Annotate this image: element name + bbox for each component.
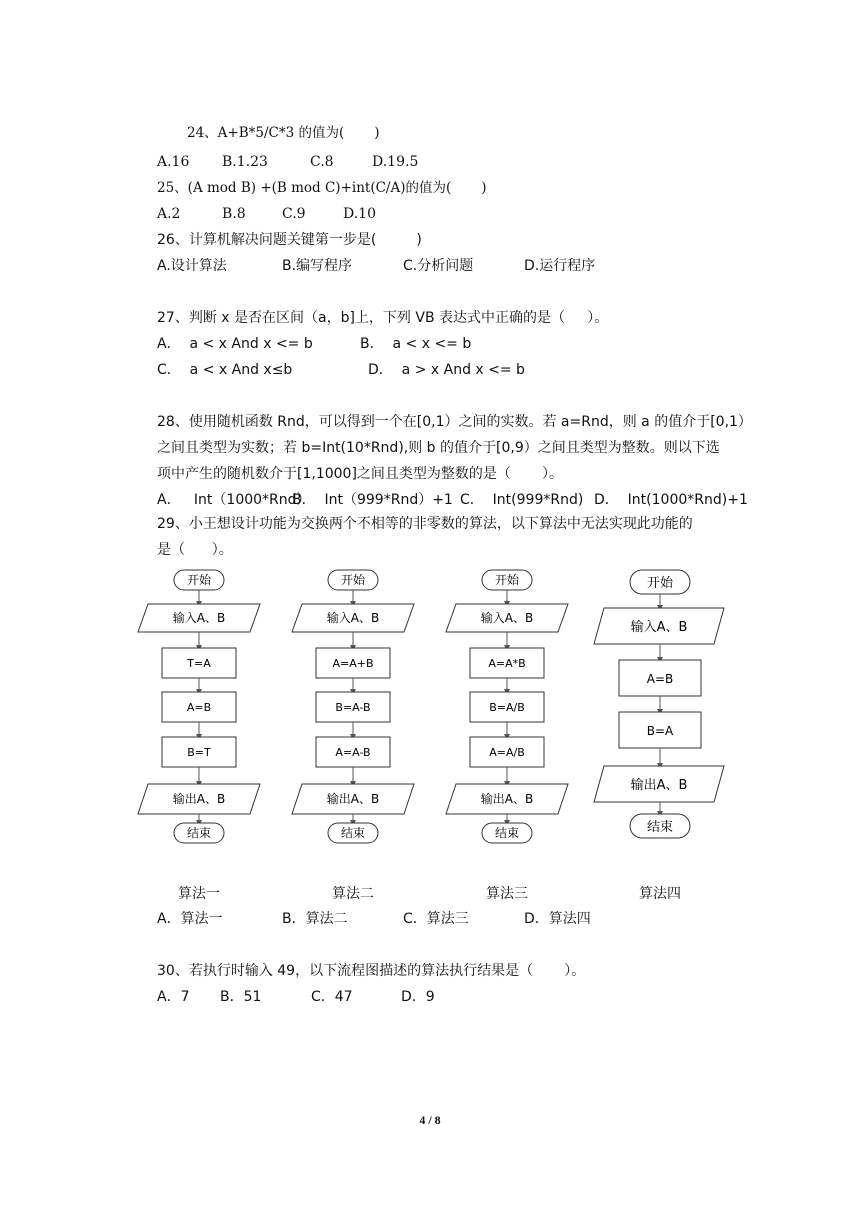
q25-option-b: B.8 — [222, 206, 246, 222]
algorithm-1-label: 算法一 — [178, 886, 220, 902]
q25-option-d: D.10 — [343, 206, 376, 222]
fc2-step-2-text: B=A-B — [335, 701, 371, 714]
fc4-output-text: 输出A、B — [630, 778, 688, 793]
flowchart-4 — [594, 570, 724, 838]
q28-line-3: 项中产生的随机数介于[1,1000]之间且类型为整数的是（ ）。 — [157, 466, 564, 482]
fc1-input-text: 输入A、B — [172, 611, 226, 625]
fc2-start-text: 开始 — [340, 573, 366, 587]
algorithm-3-label: 算法三 — [486, 886, 528, 902]
q28-option-b: B． Int（999*Rnd）+1 — [292, 492, 453, 508]
fc3-end-text: 结束 — [494, 826, 520, 840]
q28-option-c: C． Int(999*Rnd) — [460, 492, 584, 508]
q26-option-b: B.编写程序 — [282, 258, 353, 274]
fc4-step-2-text: B=A — [646, 724, 674, 738]
flowchart-3 — [446, 570, 568, 843]
fc3-start-text: 开始 — [494, 573, 520, 587]
fc4-step-1-text: A=B — [646, 672, 674, 686]
fc2-end-text: 结束 — [340, 826, 366, 840]
fc1-step-3-text: B=T — [187, 746, 211, 759]
q29-option-a: A．算法一 — [157, 911, 223, 927]
q24-option-a: A.16 — [157, 154, 190, 170]
fc1-end-text: 结束 — [186, 826, 212, 840]
fc3-step-3-text: A=A/B — [489, 746, 525, 759]
flowchart-2 — [292, 570, 414, 843]
algorithm-2-label: 算法二 — [332, 886, 374, 902]
fc2-step-3-text: A=A-B — [335, 746, 371, 759]
fc3-output-text: 输出A、B — [480, 792, 534, 806]
q24-option-b: B.1.23 — [222, 154, 268, 170]
q25-stem: 25、(A mod B) +(B mod C)+int(C/A)的值为( ) — [157, 180, 487, 196]
fc1-step-2-text: A=B — [186, 701, 212, 714]
fc4-start-text: 开始 — [646, 576, 674, 591]
q28-line-1: 28、使用随机函数 Rnd，可以得到一个在[0,1）之间的实数。若 a=Rnd，则 a 的值介于[0,1） — [157, 414, 752, 430]
q26-option-a: A.设计算法 — [157, 258, 227, 274]
q29-line-2: 是（ ）。 — [157, 542, 233, 558]
q30-option-c: C．47 — [311, 989, 353, 1005]
fc3-step-2-text: B=A/B — [489, 701, 525, 714]
fc2-output-text: 输出A、B — [326, 792, 380, 806]
q28-line-2: 之间且类型为实数；若 b=Int(10*Rnd),则 b 的值介于[0,9）之间且类型为整数。则以下选 — [157, 440, 720, 456]
flowchart-1 — [138, 570, 260, 843]
q29-option-c: C．算法三 — [403, 911, 469, 927]
fc3-input-text: 输入A、B — [480, 611, 534, 625]
q26-option-d: D.运行程序 — [524, 258, 596, 274]
fc4-input-text: 输入A、B — [630, 620, 688, 635]
fc2-input-text: 输入A、B — [326, 611, 380, 625]
q28-option-d: D． Int(1000*Rnd)+1 — [594, 492, 748, 508]
q27-option-b: B． a < x <= b — [360, 336, 472, 352]
q30-stem: 30、若执行时输入 49，以下流程图描述的算法执行结果是（ ）。 — [157, 963, 586, 979]
q30-option-b: B．51 — [220, 989, 262, 1005]
q29-option-d: D．算法四 — [524, 911, 591, 927]
q28-option-a: A． Int（1000*Rnd） — [157, 492, 311, 508]
q25-option-a: A.2 — [157, 206, 181, 222]
q25-option-c: C.9 — [282, 206, 306, 222]
q30-option-d: D．9 — [401, 989, 435, 1005]
q29-option-b: B．算法二 — [282, 911, 348, 927]
q26-option-c: C.分析问题 — [403, 258, 474, 274]
flowcharts-figure — [0, 560, 860, 860]
page-number: 4 / 8 — [419, 1113, 441, 1127]
q27-option-a: A． a < x And x <= b — [157, 336, 313, 352]
q24-stem: 24、A+B*5/C*3 的值为( ) — [187, 125, 380, 141]
q30-option-a: A．7 — [157, 989, 190, 1005]
algorithm-4-label: 算法四 — [639, 886, 681, 902]
q24-option-d: D.19.5 — [372, 154, 419, 170]
fc4-end-text: 结束 — [646, 820, 674, 835]
fc3-step-1-text: A=A*B — [488, 657, 526, 670]
q26-stem: 26、计算机解决问题关键第一步是( ) — [157, 232, 422, 248]
q29-line-1: 29、小王想设计功能为交换两个不相等的非零数的算法，以下算法中无法实现此功能的 — [157, 516, 693, 532]
q24-option-c: C.8 — [310, 154, 334, 170]
fc1-start-text: 开始 — [186, 573, 212, 587]
q27-option-d: D． a > x And x <= b — [368, 362, 525, 378]
fc2-step-1-text: A=A+B — [332, 657, 374, 670]
fc1-output-text: 输出A、B — [172, 792, 226, 806]
fc1-step-1-text: T=A — [187, 657, 211, 670]
q27-option-c: C． a < x And x≤b — [157, 362, 293, 378]
q27-stem: 27、判断 x 是否在区间（a，b]上，下列 VB 表达式中正确的是（ ）。 — [157, 310, 609, 326]
